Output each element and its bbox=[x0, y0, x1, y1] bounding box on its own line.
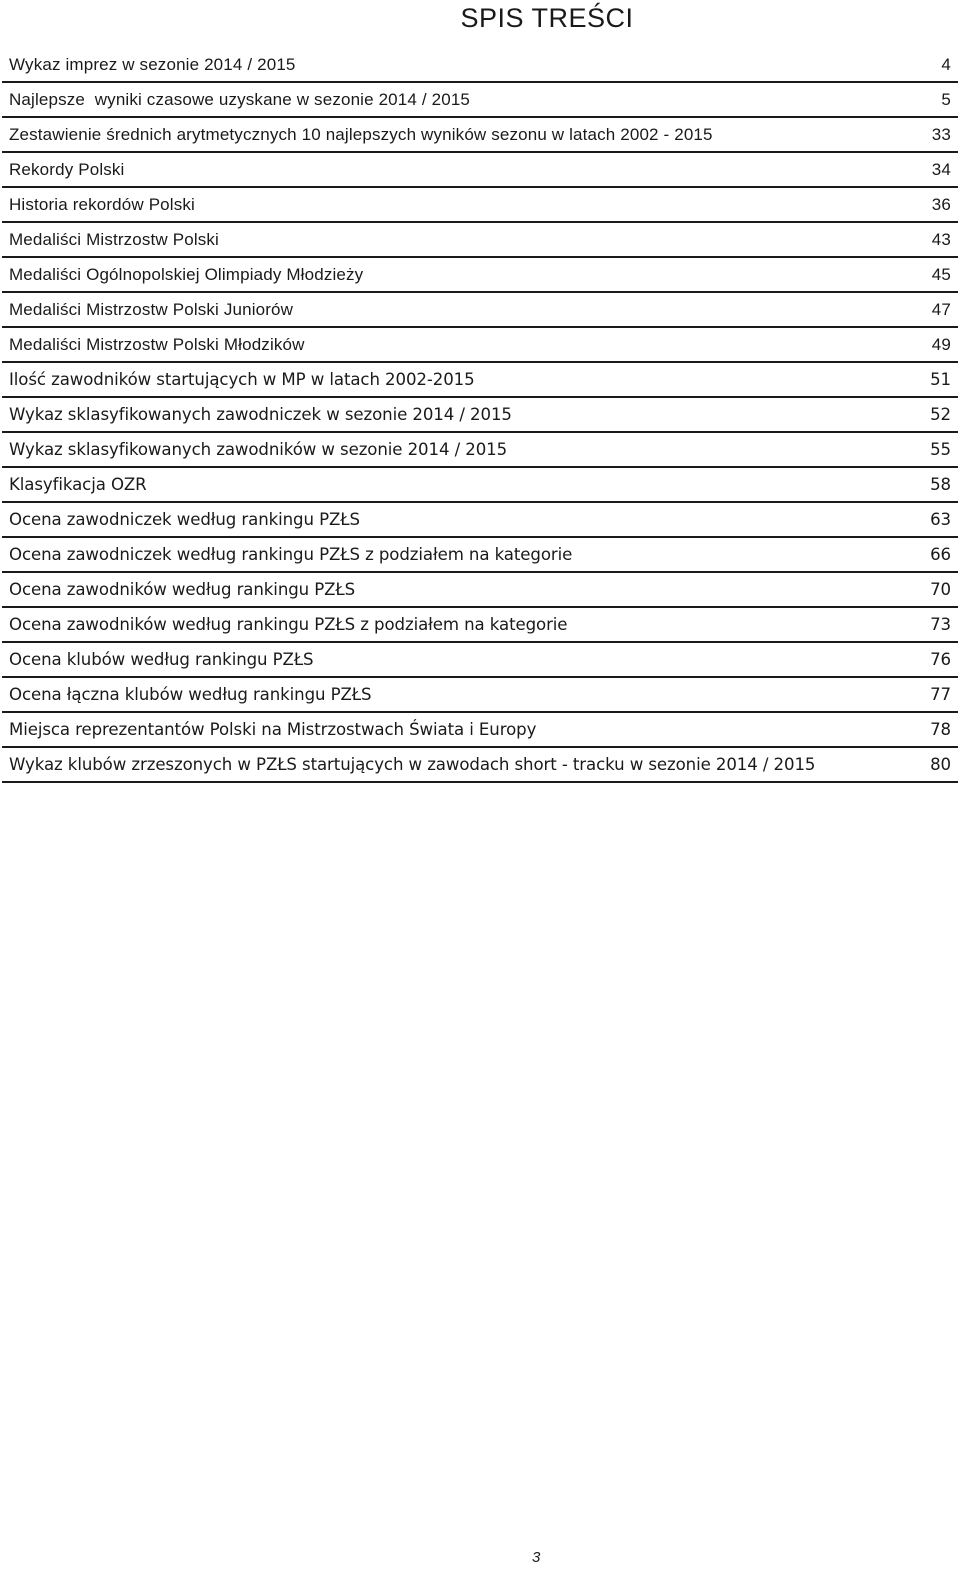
toc-row bbox=[2, 117, 958, 152]
toc-row bbox=[2, 187, 958, 222]
toc-entry-title: Medaliści Mistrzostw Polski Młodzików bbox=[2, 327, 919, 362]
toc-entry-title: Ocena klubów według rankingu PZŁS bbox=[2, 642, 919, 677]
toc-row bbox=[2, 292, 958, 327]
toc-entry-title: Ocena łączna klubów według rankingu PZŁS bbox=[2, 677, 919, 712]
toc-row bbox=[2, 222, 958, 257]
toc-row bbox=[2, 152, 958, 187]
toc-entry-title: Ocena zawodniczek według rankingu PZŁS z podziałem na kategorie bbox=[2, 537, 919, 572]
toc-entry-page: 63 bbox=[919, 502, 958, 537]
toc-entry-title: Ocena zawodniczek według rankingu PZŁS bbox=[2, 502, 919, 537]
page-title: SPIS TREŚCI bbox=[460, 3, 634, 33]
toc-entry-page: 51 bbox=[919, 362, 958, 397]
toc-entry-title: Wykaz sklasyfikowanych zawodników w sezonie 2014 / 2015 bbox=[2, 432, 919, 467]
toc-entry-page: 49 bbox=[919, 327, 958, 362]
toc-row bbox=[2, 537, 958, 572]
toc-entry-page: 76 bbox=[919, 642, 958, 677]
toc-row bbox=[2, 467, 958, 502]
toc-entry-page: 43 bbox=[919, 222, 958, 257]
toc-entry-title: Ocena zawodników według rankingu PZŁS z podziałem na kategorie bbox=[2, 607, 919, 642]
toc-entry-title: Medaliści Ogólnopolskiej Olimpiady Młodzieży bbox=[2, 257, 919, 292]
toc-entry-page: 55 bbox=[919, 432, 958, 467]
toc-entry-title: Wykaz sklasyfikowanych zawodniczek w sezonie 2014 / 2015 bbox=[2, 397, 919, 432]
toc-entry-title: Medaliści Mistrzostw Polski bbox=[2, 222, 919, 257]
table-of-contents bbox=[2, 48, 958, 783]
toc-row bbox=[2, 257, 958, 292]
toc-entry-page: 52 bbox=[919, 397, 958, 432]
toc-entry-title: Historia rekordów Polski bbox=[2, 187, 919, 222]
toc-row bbox=[2, 432, 958, 467]
toc-entry-page: 78 bbox=[919, 712, 958, 747]
toc-entry-page: 36 bbox=[919, 187, 958, 222]
toc-entry-title: Miejsca reprezentantów Polski na Mistrzostwach Świata i Europy bbox=[2, 712, 919, 747]
toc-entry-title: Ilość zawodników startujących w MP w latach 2002-2015 bbox=[2, 362, 919, 397]
toc-row bbox=[2, 397, 958, 432]
toc-entry-title: Zestawienie średnich arytmetycznych 10 najlepszych wyników sezonu w latach 2002 - 2015 bbox=[2, 117, 919, 152]
toc-row bbox=[2, 642, 958, 677]
toc-row bbox=[2, 607, 958, 642]
toc-entry-page: 66 bbox=[919, 537, 958, 572]
toc-row bbox=[2, 48, 958, 82]
toc-row bbox=[2, 362, 958, 397]
toc-row bbox=[2, 747, 958, 782]
toc-row bbox=[2, 677, 958, 712]
toc-entry-page: 58 bbox=[919, 467, 958, 502]
toc-entry-page: 34 bbox=[919, 152, 958, 187]
toc-entry-title: Rekordy Polski bbox=[2, 152, 919, 187]
toc-entry-title: Medaliści Mistrzostw Polski Juniorów bbox=[2, 292, 919, 327]
toc-entry-page: 77 bbox=[919, 677, 958, 712]
toc-entry-page: 5 bbox=[919, 82, 958, 117]
toc-entry-title: Najlepsze wyniki czasowe uzyskane w sezonie 2014 / 2015 bbox=[2, 82, 919, 117]
toc-entry-page: 4 bbox=[919, 48, 958, 82]
toc-row bbox=[2, 572, 958, 607]
toc-row bbox=[2, 327, 958, 362]
toc-entry-title: Klasyfikacja OZR bbox=[2, 467, 919, 502]
toc-entry-title: Ocena zawodników według rankingu PZŁS bbox=[2, 572, 919, 607]
toc-entry-title: Wykaz imprez w sezonie 2014 / 2015 bbox=[2, 48, 919, 82]
toc-row bbox=[2, 82, 958, 117]
toc-row bbox=[2, 712, 958, 747]
toc-entry-page: 47 bbox=[919, 292, 958, 327]
toc-entry-page: 80 bbox=[919, 747, 958, 782]
toc-entry-page: 73 bbox=[919, 607, 958, 642]
toc-entry-title: Wykaz klubów zrzeszonych w PZŁS startujących w zawodach short - tracku w sezonie 2014 / 2015 bbox=[2, 747, 919, 782]
toc-row bbox=[2, 502, 958, 537]
toc-entry-page: 70 bbox=[919, 572, 958, 607]
toc-entry-page: 45 bbox=[919, 257, 958, 292]
toc-entry-page: 33 bbox=[919, 117, 958, 152]
page-number: 3 bbox=[532, 1549, 541, 1566]
